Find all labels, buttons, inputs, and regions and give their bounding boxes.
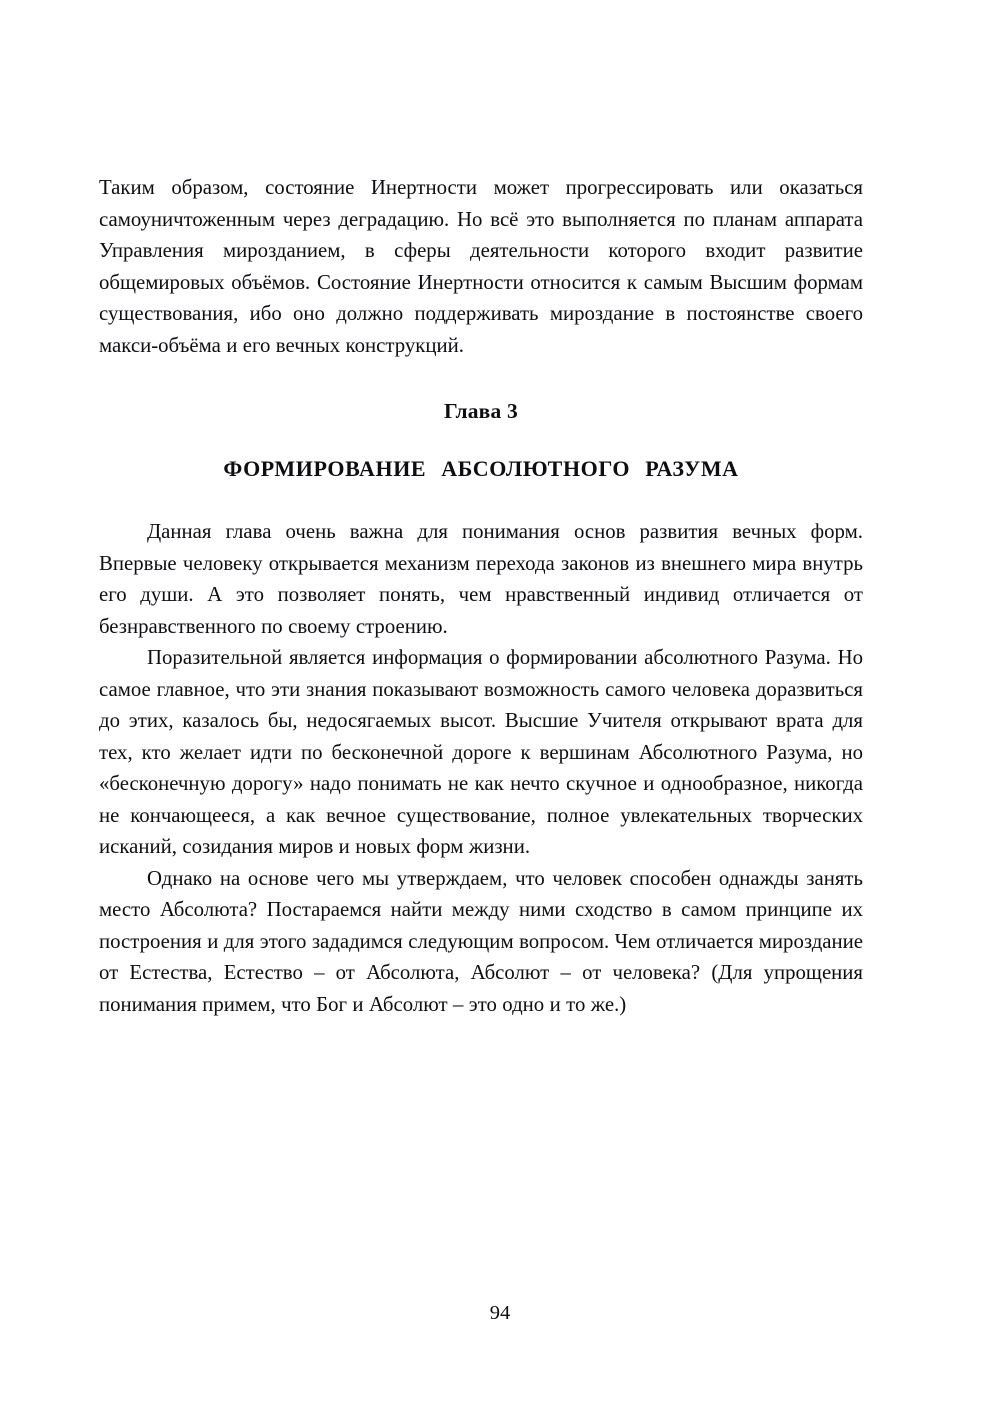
spacer-before-chapter-label <box>99 361 863 397</box>
paragraph-1: Таким образом, состояние Инертности может прогрессировать или оказаться самоуничтоженным через деградацию. Но всё это выполняется по планам аппарата Управления мирозданием, в сферы деятельности которого входит развитие общемировых объёмов. Состояние Инертности относится к самым Высшим формам существования, ибо оно должно поддерживать мироздание в постоянстве своего макси-объёма и его вечных конструкций. <box>99 176 863 357</box>
paragraph-4: Однако на основе чего мы утверждаем, что человек способен однажды занять место Абсолюта? Постараемся найти между ними сходство в самом принципе их построения и для этого зададимся следующим вопросом. Чем отличается мироздание от Естества, Естество – от Абсолюта, Абсолют – от человека? (Для упрощения понимания примем, что Бог и Абсолют – это одно и то же.) <box>99 866 863 1016</box>
chapter-label: Глава 3 <box>444 399 518 423</box>
spacer-after-chapter-title <box>99 483 863 516</box>
spacer-between-headings <box>99 425 863 455</box>
paragraph-2: Данная глава очень важна для понимания основ развития вечных форм. Впервые человеку открывается механизм перехода законов из внешнего мира внутрь его души. А это позволяет понять, чем нравственный индивид отличается от безнравственного по своему строению. <box>99 520 863 638</box>
page-number: 94 <box>489 1302 511 1324</box>
text-column <box>99 172 863 1020</box>
paragraph-3: Поразительной является информация о формировании абсолютного Разума. Но самое главное, что эти знания показывают возможность самого человека доразвиться до этих, казалось бы, недосягаемых высот. Высшие Учителя открывают врата для тех, кто желает идти по бесконечной дороге к вершинам Абсолютного Разума, но «бесконечную дорогу» надо понимать не как нечто скучное и однообразное, никогда не кончающееся, а как вечное существование, полное увлекательных творческих исканий, созидания миров и новых форм жизни. <box>99 646 863 858</box>
chapter-title: ФОРМИРОВАНИЕ АБСОЛЮТНОГО РАЗУМА <box>223 456 739 481</box>
